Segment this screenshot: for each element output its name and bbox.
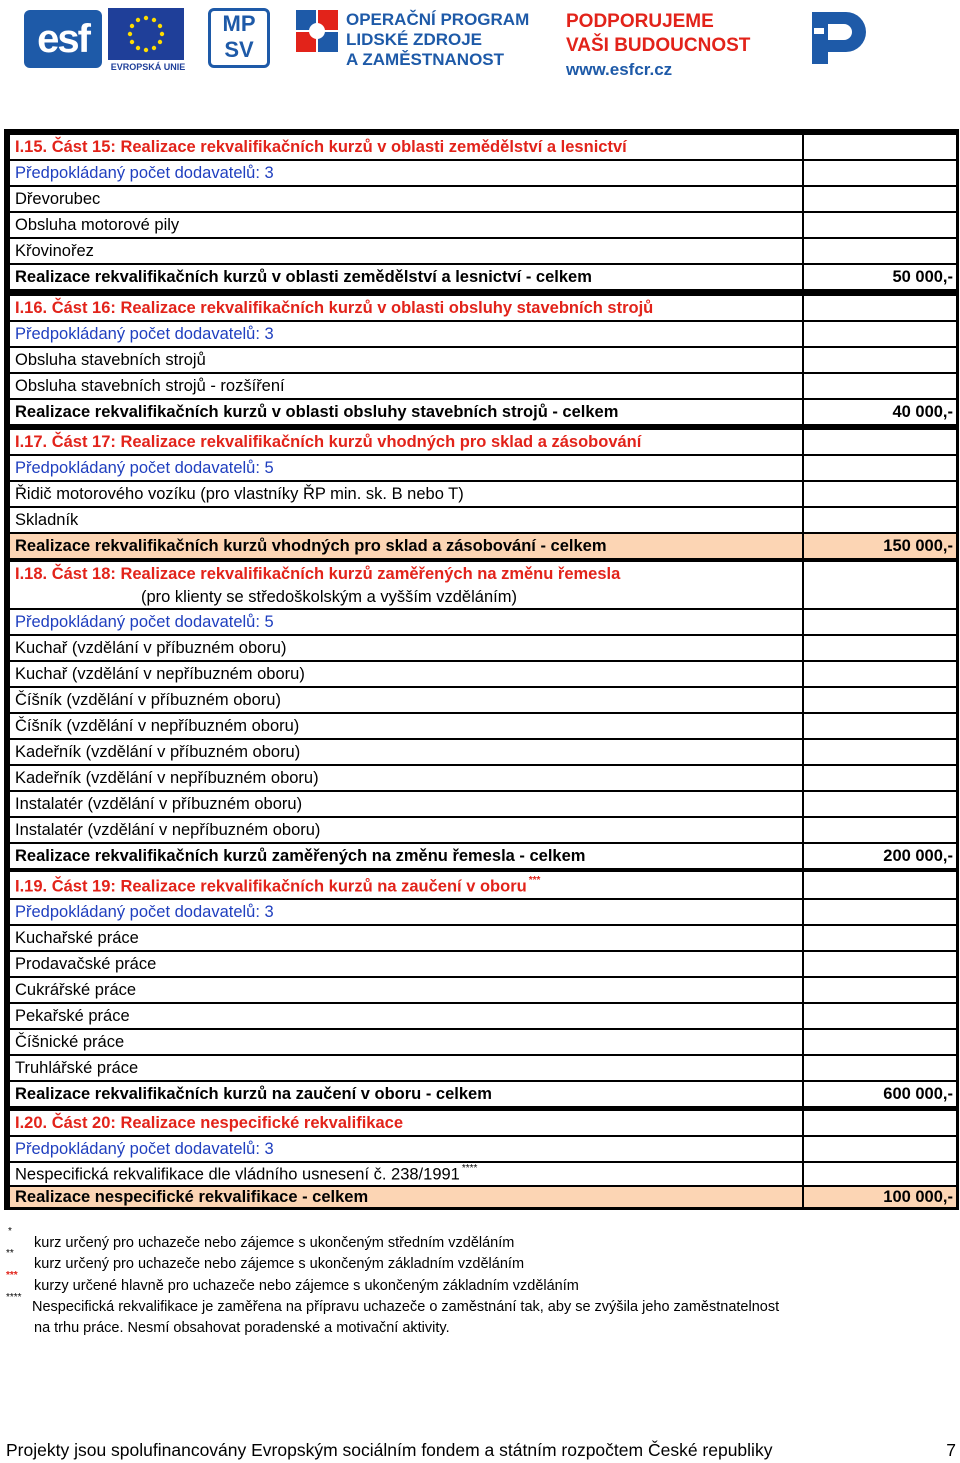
list-item (10, 187, 956, 211)
section-19-item: Pekařské práce (15, 1007, 130, 1025)
op-logo-text (346, 10, 529, 70)
list-item (10, 952, 956, 976)
section-19-total-label: Realizace rekvalifikačních kurzů na zaučení v oboru - celkem (15, 1085, 492, 1103)
section-15-item: Dřevorubec (15, 190, 101, 208)
list-item (10, 740, 956, 764)
section-19-item: Číšnické práce (15, 1033, 125, 1051)
section-17-item: Skladník (15, 511, 79, 529)
section-18-subtitle: (pro klienty se středoškolským a vyšším vzděláním) (141, 588, 517, 606)
list-item (10, 636, 956, 660)
list-item (10, 978, 956, 1002)
section-15-suppliers-row (10, 161, 956, 185)
section-18-item: Kuchař (vzdělání v nepříbuzném oboru) (15, 665, 305, 683)
section-15-title-row (10, 135, 956, 159)
header-logo-bar (0, 0, 960, 100)
page-number: 7 (946, 1440, 956, 1460)
section-17-suppliers-row (10, 456, 956, 480)
section-16-suppliers-row (10, 322, 956, 346)
op-line-3: A ZAMĚSTNANOST (346, 50, 505, 69)
section-17-total-value: 150 000,- (883, 537, 953, 555)
section-18-title-row (10, 562, 956, 608)
section-18-item: Instalatér (vzdělání v nepříbuzném oboru) (15, 821, 321, 839)
page-footer-text: Projekty jsou spolufinancovány Evropským sociálním fondem a státním rozpočtem České republiky (6, 1440, 773, 1460)
section-19-item: Kuchařské práce (15, 929, 139, 947)
section-17-total-label: Realizace rekvalifikačních kurzů vhodných pro sklad a zásobování - celkem (15, 537, 607, 555)
section-18-item: Kuchař (vzdělání v příbuzném oboru) (15, 639, 287, 657)
section-18-item: Číšník (vzdělání v nepříbuzném oboru) (15, 717, 300, 735)
section-18-total-label: Realizace rekvalifikačních kurzů zaměřených na změnu řemesla - celkem (15, 847, 586, 865)
op-line-2: LIDSKÉ ZDROJE (346, 30, 483, 49)
section-20-total-label: Realizace nespecifické rekvalifikace - celkem (15, 1188, 369, 1206)
podporujeme-logo (566, 10, 756, 82)
list-item (10, 374, 956, 398)
list-item (10, 766, 956, 790)
budget-table (4, 129, 959, 1210)
section-15-title: I.15. Část 15: Realizace rekvalifikačních kurzů v oblasti zemědělství a lesnictví (15, 138, 627, 156)
section-18-item: Číšník (vzdělání v příbuzném oboru) (15, 691, 281, 709)
section-15-item: Obsluha motorové pily (15, 216, 180, 234)
footnote-text: Nespecifická rekvalifikace je zaměřena na přípravu uchazeče o zaměstnání tak, aby se zvýšila jeho zaměstnatelnost (32, 1299, 780, 1315)
section-20-title: I.20. Část 20: Realizace nespecifické rekvalifikace (15, 1114, 403, 1132)
section-19-item: Cukrářské práce (15, 981, 137, 999)
section-16-suppliers: Předpokládaný počet dodavatelů: 3 (15, 325, 274, 343)
section-20-footnote-mark: **** (461, 1162, 478, 1174)
list-item (10, 348, 956, 372)
footnote-text-continued: na trhu práce. Nesmí obsahovat poradenské a motivační aktivity. (34, 1320, 450, 1336)
list-item (10, 688, 956, 712)
section-16-total-label: Realizace rekvalifikačních kurzů v oblasti obsluhy stavebních strojů - celkem (15, 403, 619, 421)
section-18-item: Instalatér (vzdělání v příbuzném oboru) (15, 795, 303, 813)
podporujeme-line-2: VAŠI BUDOUCNOST (566, 35, 751, 56)
footnote-text: kurz určený pro uchazeče nebo zájemce s ukončeným základním vzděláním (34, 1256, 525, 1272)
section-15-item: Křovinořez (15, 242, 94, 260)
list-item (10, 1163, 956, 1185)
section-20-suppliers: Předpokládaný počet dodavatelů: 3 (15, 1140, 274, 1158)
footnote-mark: ** (6, 1248, 14, 1259)
section-17-title-row (10, 430, 956, 454)
mpsv-logo (208, 8, 270, 68)
section-19-suppliers: Předpokládaný počet dodavatelů: 3 (15, 903, 274, 921)
section-17-title: I.17. Část 17: Realizace rekvalifikačních kurzů vhodných pro sklad a zásobování (15, 433, 642, 451)
footnote-text: kurzy určené hlavně pro uchazeče nebo zájemce s ukončeným základním vzděláním (34, 1278, 579, 1294)
section-18-suppliers-row (10, 610, 956, 634)
list-item (10, 213, 956, 237)
list-item (10, 482, 956, 506)
section-17-item: Řidič motorového vozíku (pro vlastníky ŘP min. sk. B nebo T) (15, 485, 464, 503)
section-16-item: Obsluha stavebních strojů - rozšíření (15, 377, 285, 395)
footnote-mark: **** (6, 1292, 22, 1303)
section-20-item-wrap (15, 1160, 477, 1186)
list-item (10, 818, 956, 842)
esfcr-url: www.esfcr.cz (566, 60, 673, 79)
podporujeme-line-1: PODPORUJEME (566, 11, 714, 32)
section-17-suppliers: Předpokládaný počet dodavatelů: 5 (15, 459, 274, 477)
mpsv-logo-line2: SV (224, 37, 254, 62)
section-19-title: I.19. Část 19: Realizace rekvalifikačních kurzů na zaučení v oboru (15, 877, 527, 895)
list-item (10, 1030, 956, 1054)
section-19-item: Prodavačské práce (15, 955, 157, 973)
section-18-item: Kadeřník (vzdělání v příbuzném oboru) (15, 743, 301, 761)
section-15-total-row (10, 265, 956, 289)
section-15-total-label: Realizace rekvalifikačních kurzů v oblasti zemědělství a lesnictví - celkem (15, 268, 592, 286)
section-19-footnote-mark: *** (528, 874, 541, 886)
section-19-title-wrap (15, 871, 540, 899)
section-16-item: Obsluha stavebních strojů (15, 351, 206, 369)
section-20-suppliers-row (10, 1137, 956, 1161)
list-item (10, 662, 956, 686)
section-19-total-row (10, 1082, 956, 1106)
list-item (10, 508, 956, 532)
ip-logo-icon (806, 8, 872, 68)
section-18-total-row (10, 844, 956, 868)
section-20-item: Nespecifická rekvalifikace dle vládního usnesení č. 238/1991 (15, 1165, 460, 1183)
eu-caption: EVROPSKÁ UNIE (110, 62, 186, 72)
section-19-suppliers-row (10, 900, 956, 924)
section-16-title-row (10, 296, 956, 320)
list-item (10, 239, 956, 263)
list-item (10, 926, 956, 950)
eu-flag-icon (108, 8, 184, 60)
op-lzz-logo (296, 8, 536, 74)
section-18-item: Kadeřník (vzdělání v nepříbuzném oboru) (15, 769, 319, 787)
list-item (10, 1004, 956, 1028)
section-20-total-value: 100 000,- (883, 1188, 953, 1206)
section-15-total-value: 50 000,- (892, 268, 953, 286)
footnote-mark: *** (6, 1270, 18, 1281)
section-20-total-row (10, 1187, 956, 1207)
footnote-text: kurz určený pro uchazeče nebo zájemce s ukončeným středním vzděláním (34, 1235, 515, 1251)
section-18-title: I.18. Část 18: Realizace rekvalifikačních kurzů zaměřených na změnu řemesla (15, 565, 621, 583)
section-17-total-row (10, 534, 956, 558)
list-item (10, 792, 956, 816)
op-logo-icon (296, 10, 338, 52)
section-19-item: Truhlářské práce (15, 1059, 139, 1077)
section-15-suppliers: Předpokládaný počet dodavatelů: 3 (15, 164, 274, 182)
section-16-total-row (10, 400, 956, 424)
esf-logo-text: esf (24, 10, 102, 68)
section-20-title-row (10, 1111, 956, 1135)
mpsv-logo-line1: MP (222, 11, 256, 36)
section-19-total-value: 600 000,- (883, 1085, 953, 1103)
op-line-1: OPERAČNÍ PROGRAM (346, 10, 530, 29)
esf-eu-logo (24, 6, 184, 72)
section-18-suppliers: Předpokládaný počet dodavatelů: 5 (15, 613, 274, 631)
section-19-title-row (10, 872, 956, 898)
section-18-total-value: 200 000,- (883, 847, 953, 865)
section-16-title: I.16. Část 16: Realizace rekvalifikačních kurzů v oblasti obsluhy stavebních strojů (15, 299, 654, 317)
list-item (10, 1056, 956, 1080)
footnote-mark: * (8, 1226, 12, 1237)
section-16-total-value: 40 000,- (892, 403, 953, 421)
list-item (10, 714, 956, 738)
